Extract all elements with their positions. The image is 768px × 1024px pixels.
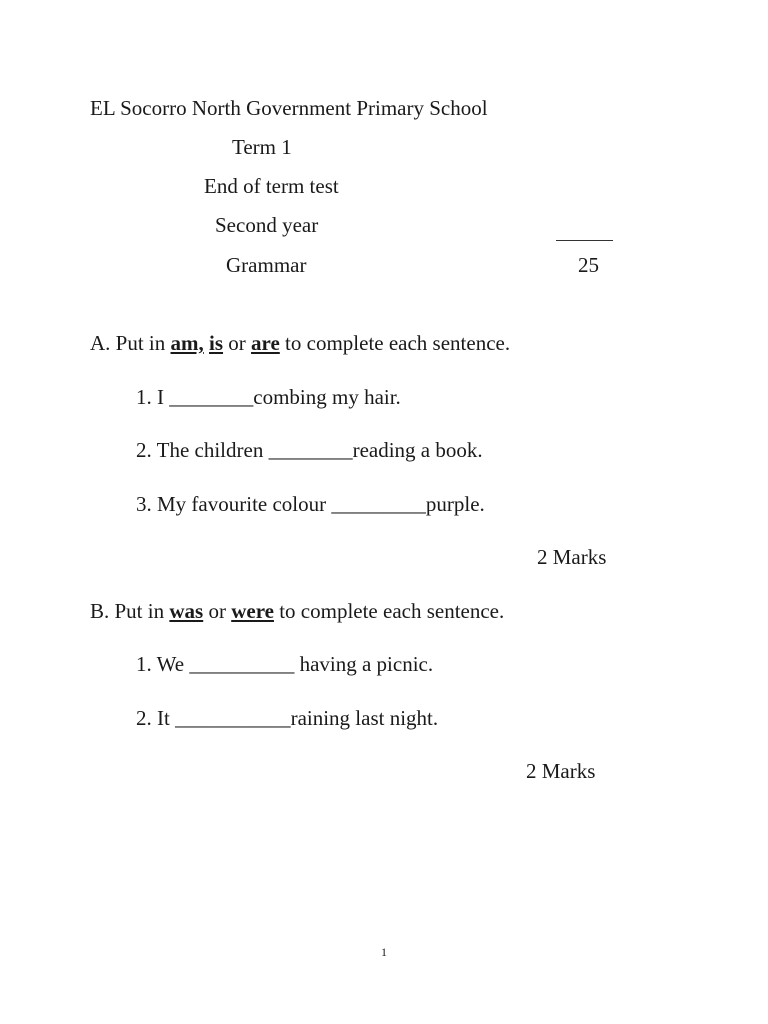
word-is: is (209, 331, 224, 355)
section-a-suffix: to complete each sentence. (279, 331, 511, 355)
page-number: 1 (381, 945, 387, 959)
section-a-instruction (90, 330, 510, 356)
subject-label: Grammar (226, 253, 307, 277)
section-b-or: or (203, 599, 232, 623)
question-a3: 3. My favourite colour _________purple. (136, 492, 485, 516)
section-a-prefix: A. Put in (90, 331, 171, 355)
score-blank-line (556, 240, 613, 241)
question-b1: 1. We __________ having a picnic. (136, 652, 434, 676)
section-b-prefix: B. Put in (90, 599, 170, 623)
section-b-instruction (90, 598, 504, 624)
question-b2: 2. It ___________raining last night. (136, 706, 439, 730)
year-label: Second year (215, 213, 319, 237)
question-a1: 1. I ________combing my hair. (136, 385, 401, 409)
section-b-marks: 2 Marks (526, 759, 596, 783)
section-a-marks: 2 Marks (537, 545, 607, 569)
word-was: was (169, 599, 204, 623)
word-am: am, (170, 331, 204, 355)
total-marks: 25 (578, 253, 599, 277)
word-are: are (251, 331, 280, 355)
section-b-suffix: to complete each sentence. (273, 599, 505, 623)
school-name: EL Socorro North Government Primary School (90, 96, 488, 120)
test-title: End of term test (204, 174, 339, 198)
question-a2: 2. The children ________reading a book. (136, 438, 483, 462)
word-were: were (231, 599, 274, 623)
term-label: Term 1 (232, 135, 292, 159)
section-a-or: or (223, 331, 252, 355)
